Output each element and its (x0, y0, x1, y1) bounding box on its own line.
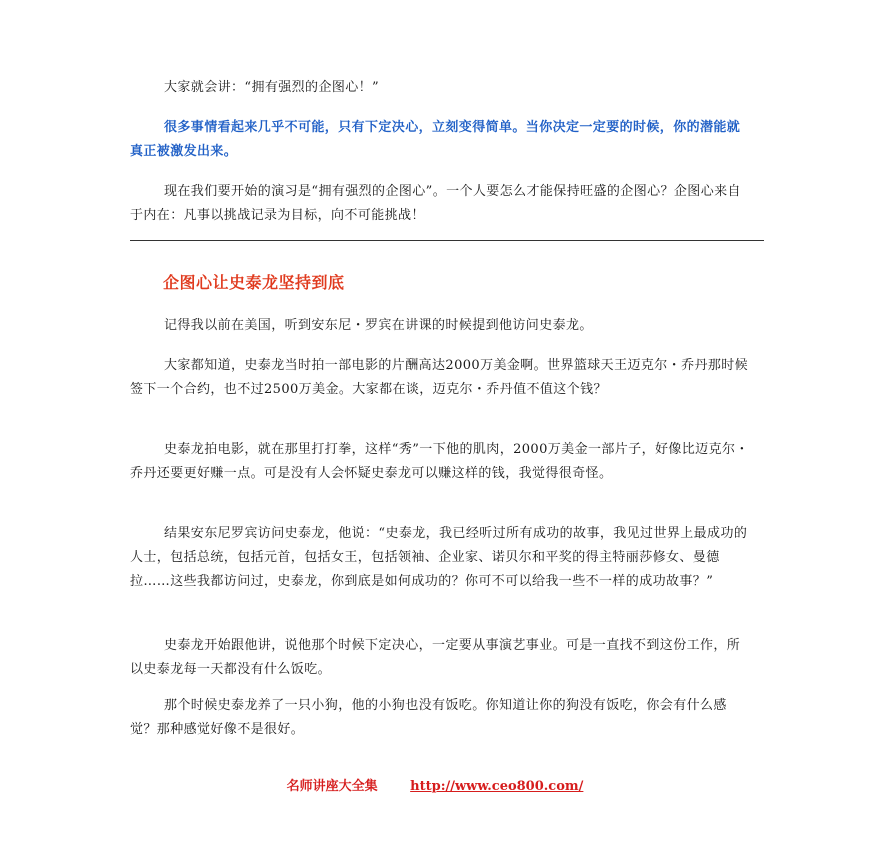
intro-paragraph-1: 大家就会讲：“拥有强烈的企图心！” (164, 80, 380, 95)
section-paragraph-5: 史泰龙开始跟他讲，说他那个时候下定决心，一定要从事演艺事业。可是一直找不到这份工作，所以史泰龙每一天都没有什么饭吃。 (130, 638, 741, 677)
horizontal-divider (130, 240, 764, 241)
intro-paragraph-3: 现在我们要开始的演习是“拥有强烈的企图心”。一个人要怎么才能保持旺盛的企图心？企图心来自于内在：凡事以挑战记录为目标，向不可能挑战！ (130, 184, 741, 223)
section-paragraph-1: 记得我以前在美国，听到安东尼・罗宾在讲课的时候提到他访问史泰龙。 (164, 318, 593, 333)
section-paragraph-6: 那个时候史泰龙养了一只小狗，他的小狗也没有饭吃。你知道让你的狗没有饭吃，你会有什么感觉？那种感觉好像不是很好。 (130, 698, 727, 737)
footer (0, 775, 870, 794)
website-link[interactable]: http://www.ceo800.com/ (410, 779, 584, 794)
section-paragraph-2: 大家都知道，史泰龙当时拍一部电影的片酬高达2000万美金啊。世界篮球天王迈克尔・乔丹那时候签下一个合约，也不过2500万美金。大家都在谈，迈克尔・乔丹值不值这个钱？ (130, 358, 749, 397)
highlighted-paragraph: 很多事情看起来几乎不可能，只有下定决心，立刻变得简单。当你决定一定要的时候，你的潜能就真正被激发出来。 (130, 120, 741, 159)
section-paragraph-3: 史泰龙拍电影，就在那里打打拳，这样“秀”一下他的肌肉，2000万美金一部片子，好像比迈克尔・乔丹还要更好赚一点。可是没有人会怀疑史泰龙可以赚这样的钱，我觉得很奇怪。 (130, 442, 749, 481)
section-paragraph-4: 结果安东尼罗宾访问史泰龙，他说：“史泰龙，我已经听过所有成功的故事，我见过世界上最成功的人士，包括总统，包括元首，包括女王，包括领袖、企业家、诺贝尔和平奖的得主特丽莎修女、曼德拉……这些我都访问过，史泰龙，你到底是如何成功的？你可不可以给我一些不一样的成功故事？” (130, 526, 748, 589)
series-title: 名师讲座大全集 (286, 779, 378, 794)
section-heading: 企图心让史泰龙坚持到底 (163, 273, 345, 292)
